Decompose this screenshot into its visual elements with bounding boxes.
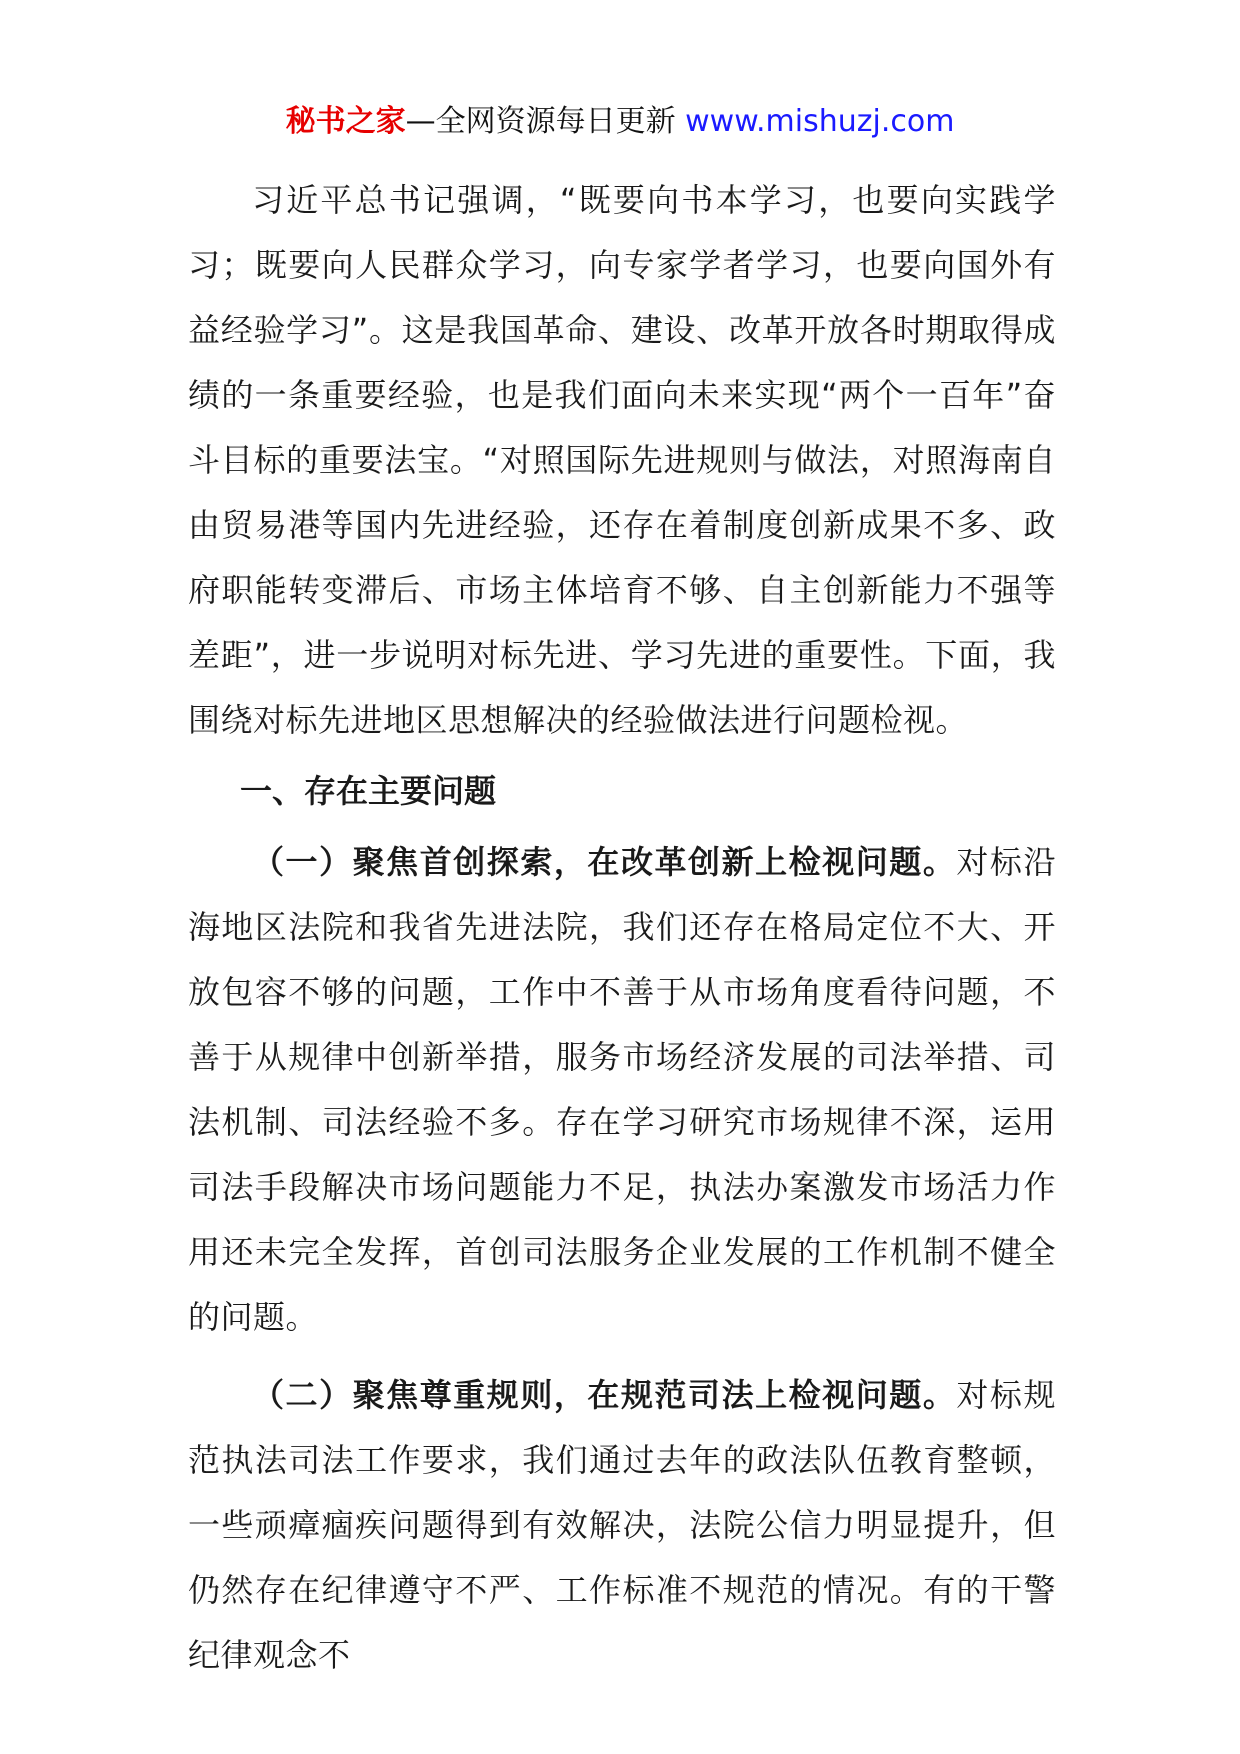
section-paragraph-2 <box>188 1363 1056 1688</box>
intro-paragraph: 习近平总书记强调，“既要向书本学习，也要向实践学习；既要向人民群众学习，向专家学者学习，也要向国外有益经验学习”。这是我国革命、建设、改革开放各时期取得成绩的一条重要经验，也是我们面向未来实现“两个一百年”奋斗目标的重要法宝。“对照国际先进规则与做法，对照海南自由贸易港等国内先进经验，还存在着制度创新成果不多、政府职能转变滞后、市场主体培育不够、自主创新能力不强等差距”，进一步说明对标先进、学习先进的重要性。下面，我围绕对标先进地区思想解决的经验做法进行问题检视。 <box>188 181 1056 739</box>
site-header <box>0 102 1240 142</box>
document-body <box>188 168 1056 1701</box>
section-heading: 一、存在主要问题 <box>240 772 497 810</box>
section-body-1: 对标沿海地区法院和我省先进法院，我们还存在格局定位不大、开放包容不够的问题，工作中不善于从市场角度看待问题，不善于从规律中创新举措，服务市场经济发展的司法举措、司法机制、司法经验不多。存在学习研究市场规律不深，运用司法手段解决市场问题能力不足，执法办案激发市场活力作用还未完全发挥，首创司法服务企业发展的工作机制不健全的问题。 <box>188 843 1056 1336</box>
brand-name: 秘书之家 <box>285 104 406 139</box>
site-url-link[interactable]: www.mishuzj.com <box>685 104 955 139</box>
section-lead-1: （一）聚焦首创探索，在改革创新上检视问题。 <box>252 843 957 881</box>
header-slogan: —全网资源每日更新 <box>405 104 676 139</box>
section-lead-2: （二）聚焦尊重规则，在规范司法上检视问题。 <box>252 1376 957 1414</box>
section-paragraph-1 <box>188 830 1056 1350</box>
section-body-2: 对标规范执法司法工作要求，我们通过去年的政法队伍教育整顿，一些顽瘴痼疾问题得到有效解决，法院公信力明显提升，但仍然存在纪律遵守不严、工作标准不规范的情况。有的干警纪律观念不 <box>188 1376 1056 1674</box>
